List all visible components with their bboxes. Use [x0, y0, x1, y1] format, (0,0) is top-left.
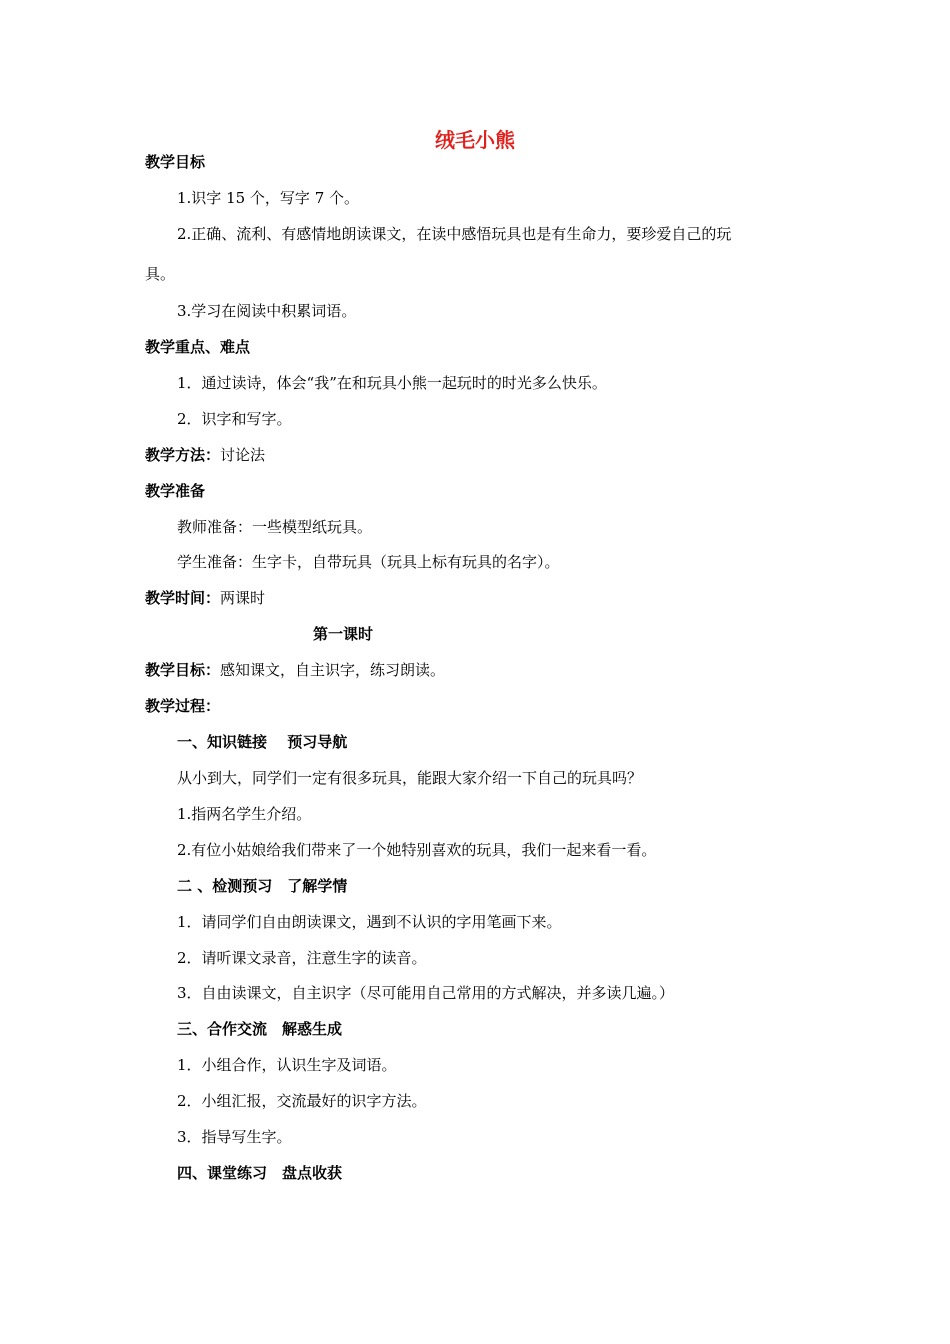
section-item: 1．小组合作，认识生字及词语。	[177, 1056, 397, 1074]
lesson-heading: 第一课时	[313, 625, 374, 643]
section-item: 2．请听课文录音，注意生字的读音。	[177, 949, 427, 967]
goal-item-continuation: 具。	[145, 265, 176, 283]
section-item: 3．自由读课文，自主识字（尽可能用自己常用的方式解决，并多读几遍。）	[177, 984, 675, 1002]
section-item: 2．小组汇报，交流最好的识字方法。	[177, 1092, 427, 1110]
section-title: 四、课堂练习 盘点收获	[177, 1164, 343, 1182]
lesson-goal-value: 感知课文，自主识字，练习朗读。	[220, 661, 446, 679]
document-title: 绒毛小熊	[435, 128, 515, 152]
method-value: 讨论法	[220, 446, 266, 464]
time-label: 教学时间：	[145, 589, 221, 607]
section-title: 三、合作交流 解惑生成	[177, 1020, 343, 1038]
key-point-item: 1．通过读诗，体会“我”在和玩具小熊一起玩时的时光多么快乐。	[177, 374, 607, 392]
lesson-goal-label: 教学目标：	[145, 661, 221, 679]
prep-item: 学生准备：生字卡，自带玩具（玩具上标有玩具的名字）。	[177, 553, 560, 571]
section-item: 2.有位小姑娘给我们带来了一个她特别喜欢的玩具，我们一起来看一看。	[177, 841, 657, 859]
key-points-heading: 教学重点、难点	[145, 338, 251, 356]
section-item: 3．指导写生字。	[177, 1128, 292, 1146]
process-heading: 教学过程：	[145, 697, 221, 715]
section-title: 二 、检测预习 了解学情	[177, 877, 348, 895]
method-line	[145, 444, 265, 466]
goal-item: 2.正确、流利、有感情地朗读课文，在读中感悟玩具也是有生命力，要珍爱自己的玩	[177, 225, 732, 243]
goal-item: 3.学习在阅读中积累词语。	[177, 302, 357, 320]
time-line	[145, 587, 265, 609]
section-title: 一、知识链接 预习导航	[177, 733, 348, 751]
prep-item: 教师准备：一些模型纸玩具。	[177, 518, 373, 536]
section-item: 从小到大，同学们一定有很多玩具，能跟大家介绍一下自己的玩具吗？	[177, 769, 643, 787]
section-item: 1．请同学们自由朗读课文，遇到不认识的字用笔画下来。	[177, 913, 562, 931]
section-item: 1.指两名学生介绍。	[177, 805, 312, 823]
goal-item: 1.识字 15 个，写字 7 个。	[177, 189, 360, 207]
lesson-goal-line	[145, 659, 445, 681]
method-label: 教学方法：	[145, 446, 221, 464]
time-value: 两课时	[220, 589, 266, 607]
prep-heading: 教学准备	[145, 482, 206, 500]
key-point-item: 2．识字和写字。	[177, 410, 292, 428]
goals-heading: 教学目标	[145, 153, 206, 171]
